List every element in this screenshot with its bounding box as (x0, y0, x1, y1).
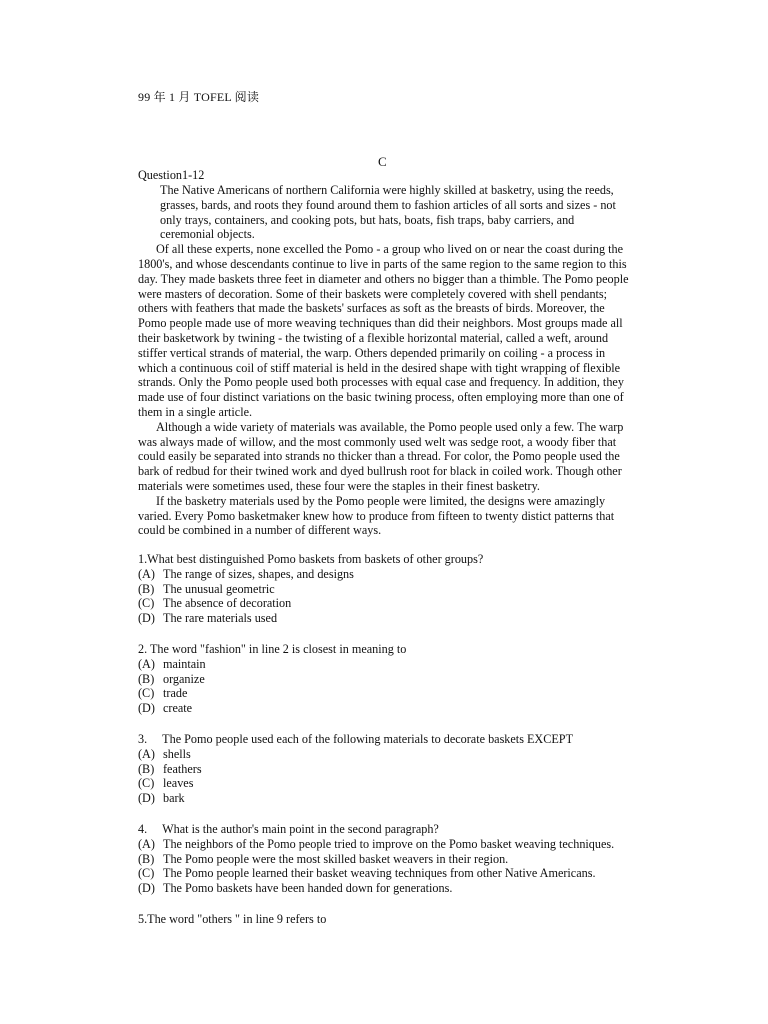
option-text: The unusual geometric (163, 581, 275, 596)
passage-paragraph-4: If the basketry materials used by the Pomo people were limited, the designs were amazingly varied. Every Pomo basketmaker knew how to produce from fifteen to twenty distict patterns that could be combined in a number of different ways. (138, 493, 615, 538)
answer-option-c[interactable] (138, 776, 638, 791)
answer-option-a[interactable] (138, 837, 638, 852)
option-text: maintain (163, 656, 206, 671)
option-letter: (B) (138, 851, 155, 866)
question-stem: 2. The word "fashion" in line 2 is closest in meaning to (138, 642, 407, 656)
option-text: create (163, 701, 193, 716)
answer-option-b[interactable] (138, 852, 638, 867)
document-header: 99 年 1 月 TOFEL 阅读 (138, 90, 260, 104)
answer-option-a[interactable] (138, 657, 638, 672)
option-text: trade (163, 686, 188, 701)
question-range: Question1-12 (138, 168, 205, 182)
option-letter: (B) (138, 761, 155, 776)
option-text: The Pomo baskets have been handed down for generations. (163, 881, 453, 896)
question-2 (138, 642, 638, 716)
option-letter: (A) (138, 836, 155, 851)
question-stem: 1.What best distinguished Pomo baskets from baskets of other groups? (138, 552, 484, 566)
option-text: The rare materials used (163, 611, 278, 626)
option-text: The range of sizes, shapes, and designs (163, 566, 354, 581)
option-letter: (C) (138, 686, 155, 701)
answer-option-a[interactable] (138, 747, 638, 762)
option-letter: (A) (138, 566, 155, 581)
option-letter: (D) (138, 701, 155, 716)
option-letter: (D) (138, 791, 155, 806)
option-text: leaves (163, 776, 194, 791)
reading-passage (138, 183, 630, 538)
answer-option-d[interactable] (138, 701, 638, 716)
option-text: The absence of decoration (163, 596, 292, 611)
answer-option-c[interactable] (138, 866, 638, 881)
question-stem: 4. What is the author's main point in the second paragraph? (138, 822, 439, 836)
question-stem: 3. The Pomo people used each of the following materials to decorate baskets EXCEPT (138, 732, 574, 746)
passage-paragraph-3: Although a wide variety of materials was available, the Pomo people used only a few. The warp was always made of willow, and the most commonly used welt was sedge root, a woody fiber that could easily be separated into strands no thicker than a thread. For color, the Pomo people used the bark of redbud for their twined work and dyed bullrush root for black in coiled work. Though other materials were sometimes used, these four were the staples in their finest basketry. (138, 419, 624, 493)
answer-option-c[interactable] (138, 686, 638, 701)
option-letter: (D) (138, 881, 155, 896)
option-text: The neighbors of the Pomo people tried to improve on the Pomo basket weaving techniques. (163, 836, 615, 851)
question-5 (138, 912, 638, 927)
option-text: The Pomo people were the most skilled basket weavers in their region. (163, 851, 509, 866)
answer-option-d[interactable] (138, 791, 638, 806)
answer-option-d[interactable] (138, 881, 638, 896)
answer-option-a[interactable] (138, 567, 638, 582)
question-1 (138, 552, 638, 626)
option-text: shells (163, 746, 191, 761)
section-letter: C (378, 154, 387, 169)
question-4 (138, 822, 638, 896)
option-text: The Pomo people learned their basket weaving techniques from other Native Americans. (163, 866, 596, 881)
option-text: feathers (163, 761, 202, 776)
question-stem: 5.The word "others " in line 9 refers to (138, 912, 327, 926)
option-letter: (C) (138, 596, 155, 611)
option-text: organize (163, 671, 205, 686)
passage-paragraph-1: The Native Americans of northern California were highly skilled at basketry, using the reeds, grasses, bards, and roots they found around them to fashion articles of all sorts and sizes - not only trays, containers, and cooking pots, but hats, boats, fish traps, baby carriers, and ceremonial objects. (160, 183, 616, 242)
answer-option-b[interactable] (138, 762, 638, 777)
option-text: bark (163, 791, 185, 806)
option-letter: (B) (138, 671, 155, 686)
passage-paragraph-2: Of all these experts, none excelled the Pomo - a group who lived on or near the coast during the 1800's, and whose descendants continue to live in parts of the same region to the same region to this day. They made baskets three feet in diameter and others no bigger than a thimble. The Pomo people were masters of decoration. Some of their baskets were completely covered with shell pendants; others with feathers that made the baskets' surfaces as soft as the breasts of birds. Moreover, the Pomo people made use of more weaving techniques than did their neighbors. Most groups made all their basketwork by twining - the twisting of a flexible horizontal material, called a weft, around stiffer vertical strands of material, the warp. Others depended primarily on coiling - a process in which a continuous coil of stiff material is held in the desired shape with tight wrapping of flexible strands. Only the Pomo people used both processes with equal case and frequency. In addition, they made use of four distinct variations on the basic twining process, often employing more than one of them in a single article. (138, 242, 629, 419)
answer-option-b[interactable] (138, 672, 638, 687)
answer-option-b[interactable] (138, 582, 638, 597)
option-letter: (C) (138, 866, 155, 881)
answer-option-d[interactable] (138, 611, 638, 626)
option-letter: (A) (138, 746, 155, 761)
option-letter: (A) (138, 656, 155, 671)
option-letter: (C) (138, 776, 155, 791)
option-letter: (D) (138, 611, 155, 626)
answer-option-c[interactable] (138, 596, 638, 611)
question-3 (138, 732, 638, 806)
option-letter: (B) (138, 581, 155, 596)
